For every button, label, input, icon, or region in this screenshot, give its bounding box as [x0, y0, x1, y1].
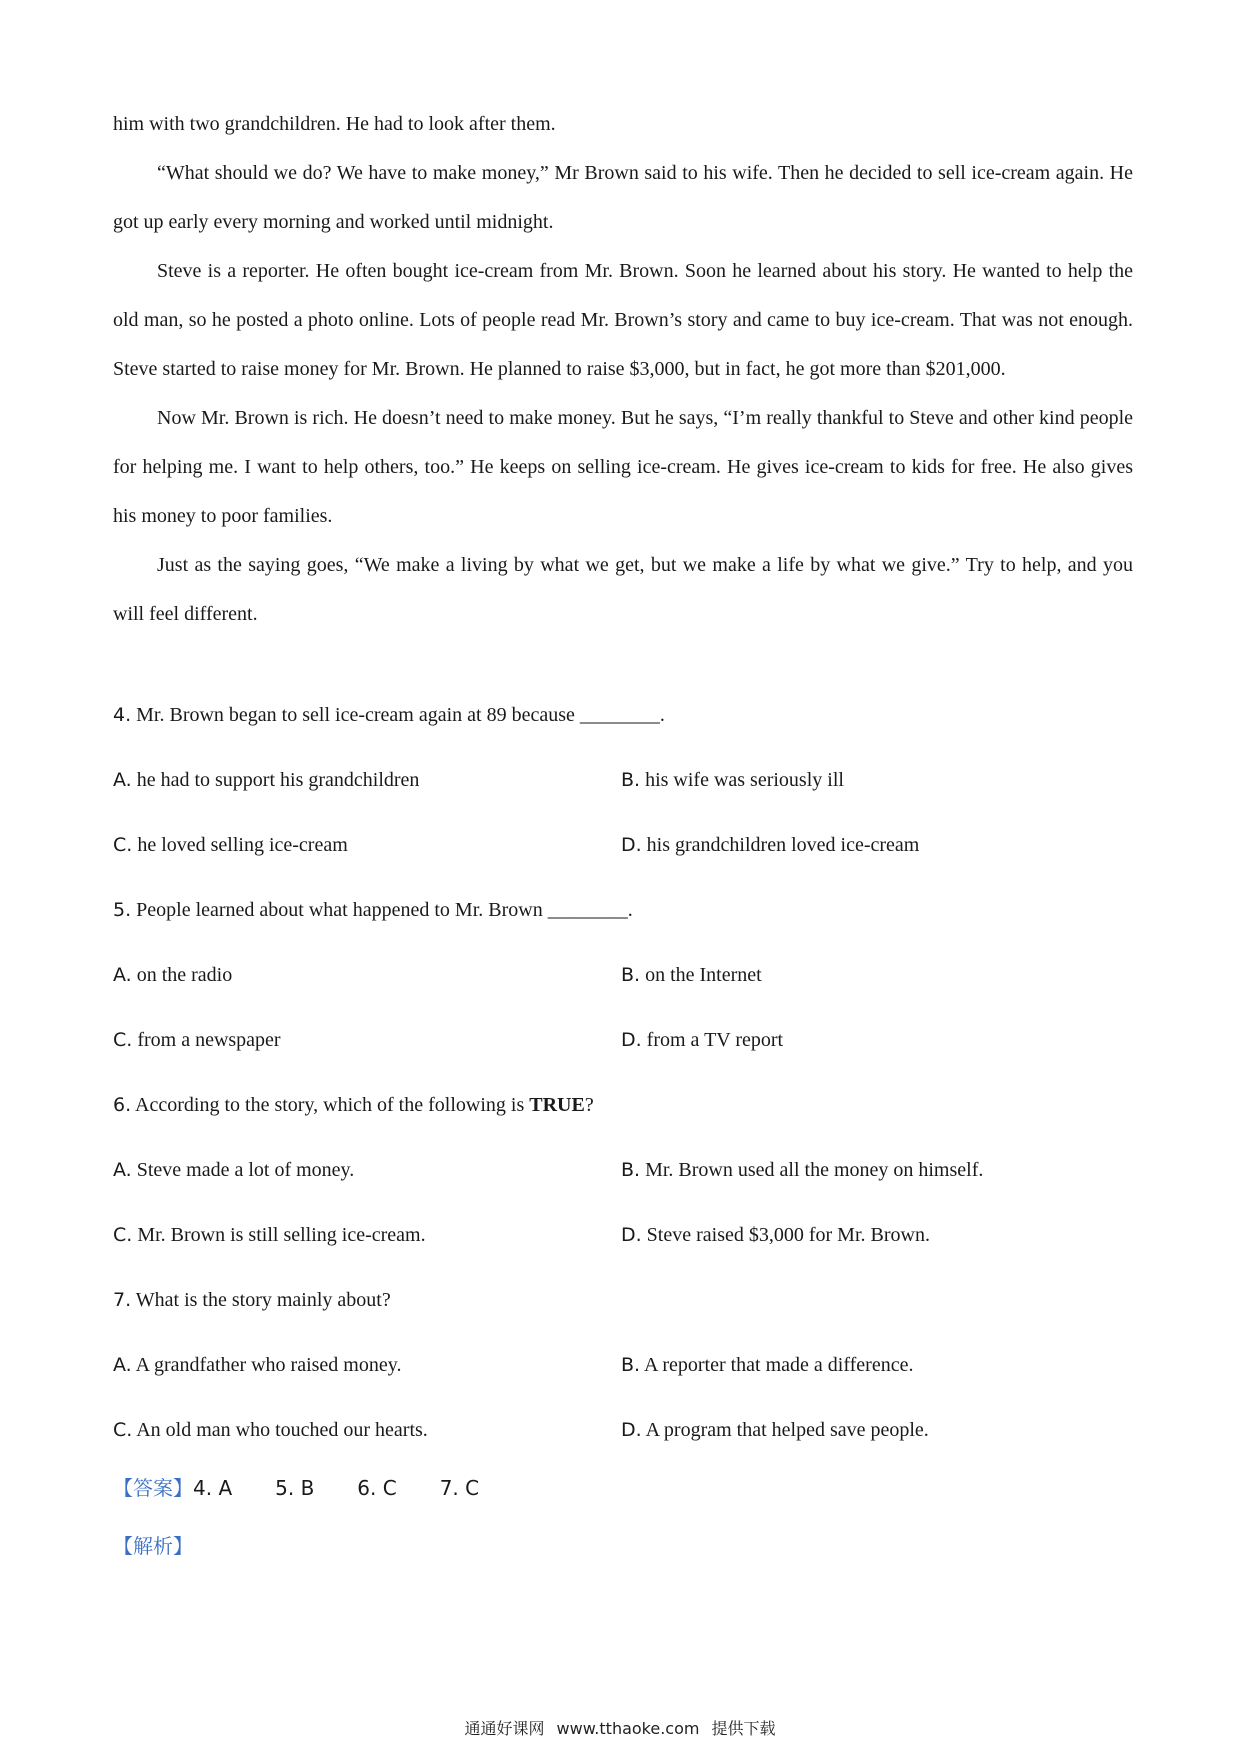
question-7-options-row-2: [113, 1405, 1133, 1470]
option-letter: D.: [621, 834, 642, 856]
option-text: he had to support his grandchildren: [131, 769, 420, 791]
option-d: [621, 1210, 1129, 1275]
option-letter: B.: [621, 964, 641, 986]
option-c: [113, 1405, 621, 1470]
question-number: 6.: [113, 1094, 132, 1116]
question-text: According to the story, which of the following is: [131, 1094, 530, 1116]
analysis-label: 【解析】: [113, 1534, 193, 1558]
option-d: [621, 1015, 1129, 1080]
question-text: What is the story mainly about?: [131, 1289, 391, 1311]
option-b: [621, 1145, 1129, 1210]
answer-item: 4. A: [193, 1476, 233, 1500]
analysis-heading: [113, 1530, 193, 1559]
option-text: his grandchildren loved ice-cream: [641, 834, 920, 856]
question-4-stem: [113, 690, 1133, 755]
option-letter: A.: [113, 1159, 132, 1181]
option-letter: B.: [621, 1159, 641, 1181]
passage-paragraph-3: Steve is a reporter. He often bought ice-cream from Mr. Brown. Soon he learned about his story. He wanted to help the old man, so he posted a photo online. Lots of people read Mr. Brown’s story and came to buy ice-cream. That was not enough. Steve started to raise money for Mr. Brown. He planned to raise $3,000, but in fact, he got more than $201,000.: [113, 260, 1133, 380]
option-text: on the radio: [131, 964, 233, 986]
passage-paragraph-4: Now Mr. Brown is rich. He doesn’t need to make money. But he says, “I’m really thankful to Steve and other kind people for helping me. I want to help others, too.” He keeps on selling ice-cream. He gives ice-cream to kids for free. He also gives his money to poor families.: [113, 407, 1133, 527]
answer-key: [113, 1472, 522, 1501]
option-d: [621, 1405, 1129, 1470]
passage-paragraph-1: him with two grandchildren. He had to look after them.: [113, 113, 556, 135]
passage-paragraph-5: Just as the saying goes, “We make a living by what we get, but we make a life by what we give.” Try to help, and you will feel different.: [113, 554, 1133, 625]
answer-item: 6. C: [357, 1476, 397, 1500]
reading-passage: [113, 100, 1133, 639]
option-text: his wife was seriously ill: [640, 769, 844, 791]
option-a: [113, 755, 621, 820]
option-c: [113, 820, 621, 885]
option-text: from a TV report: [641, 1029, 784, 1051]
option-c: [113, 1015, 621, 1080]
question-emphasis: TRUE: [529, 1094, 585, 1116]
option-letter: D.: [621, 1029, 642, 1051]
question-5-stem: [113, 885, 1133, 950]
answer-item: 7. C: [439, 1476, 480, 1500]
option-text: A grandfather who raised money.: [131, 1354, 402, 1376]
option-text: from a newspaper: [132, 1029, 281, 1051]
question-4-options-row-2: [113, 820, 1133, 885]
option-c: [113, 1210, 621, 1275]
question-text: People learned about what happened to Mr. Brown ________.: [131, 899, 633, 921]
option-a: [113, 1145, 621, 1210]
option-letter: D.: [621, 1419, 642, 1441]
question-text-end: ?: [584, 1094, 594, 1116]
question-6-stem: [113, 1080, 1133, 1145]
option-letter: B.: [621, 1354, 641, 1376]
option-letter: C.: [113, 1224, 133, 1246]
question-number: 5.: [113, 899, 132, 921]
option-letter: A.: [113, 1354, 132, 1376]
option-letter: C.: [113, 1029, 133, 1051]
question-6-options-row-2: [113, 1210, 1133, 1275]
option-d: [621, 820, 1129, 885]
option-text: Steve raised $3,000 for Mr. Brown.: [641, 1224, 930, 1246]
option-text: he loved selling ice-cream: [132, 834, 348, 856]
question-5-options-row-2: [113, 1015, 1133, 1080]
question-7-options-row-1: [113, 1340, 1133, 1405]
option-text: Mr. Brown used all the money on himself.: [640, 1159, 984, 1181]
passage-paragraph-2: “What should we do? We have to make money,” Mr Brown said to his wife. Then he decided to sell ice-cream again. He got up early every morning and worked until midnight.: [113, 162, 1133, 233]
question-4-options-row-1: [113, 755, 1133, 820]
option-b: [621, 1340, 1129, 1405]
option-letter: B.: [621, 769, 641, 791]
option-letter: C.: [113, 834, 133, 856]
option-text: Steve made a lot of money.: [131, 1159, 355, 1181]
option-text: A reporter that made a difference.: [640, 1354, 914, 1376]
footer-suffix: 提供下载: [711, 1719, 776, 1738]
question-list: [113, 690, 1133, 1470]
option-text: A program that helped save people.: [641, 1419, 929, 1441]
footer-url[interactable]: www.tthaoke.com: [556, 1719, 700, 1738]
answer-item: 5. B: [275, 1476, 315, 1500]
option-a: [113, 950, 621, 1015]
option-text: Mr. Brown is still selling ice-cream.: [132, 1224, 426, 1246]
option-letter: A.: [113, 769, 132, 791]
option-b: [621, 950, 1129, 1015]
question-5-options-row-1: [113, 950, 1133, 1015]
question-text: Mr. Brown began to sell ice-cream again at 89 because ________.: [131, 704, 665, 726]
option-text: An old man who touched our hearts.: [132, 1419, 428, 1441]
page-footer: [0, 1716, 1240, 1739]
footer-site-name: 通通好课网: [464, 1719, 545, 1738]
answer-label: 【答案】: [113, 1476, 193, 1500]
option-a: [113, 1340, 621, 1405]
option-letter: C.: [113, 1419, 133, 1441]
question-number: 7.: [113, 1289, 132, 1311]
question-number: 4.: [113, 704, 132, 726]
option-b: [621, 755, 1129, 820]
option-text: on the Internet: [640, 964, 762, 986]
question-7-stem: [113, 1275, 1133, 1340]
option-letter: A.: [113, 964, 132, 986]
question-6-options-row-1: [113, 1145, 1133, 1210]
option-letter: D.: [621, 1224, 642, 1246]
